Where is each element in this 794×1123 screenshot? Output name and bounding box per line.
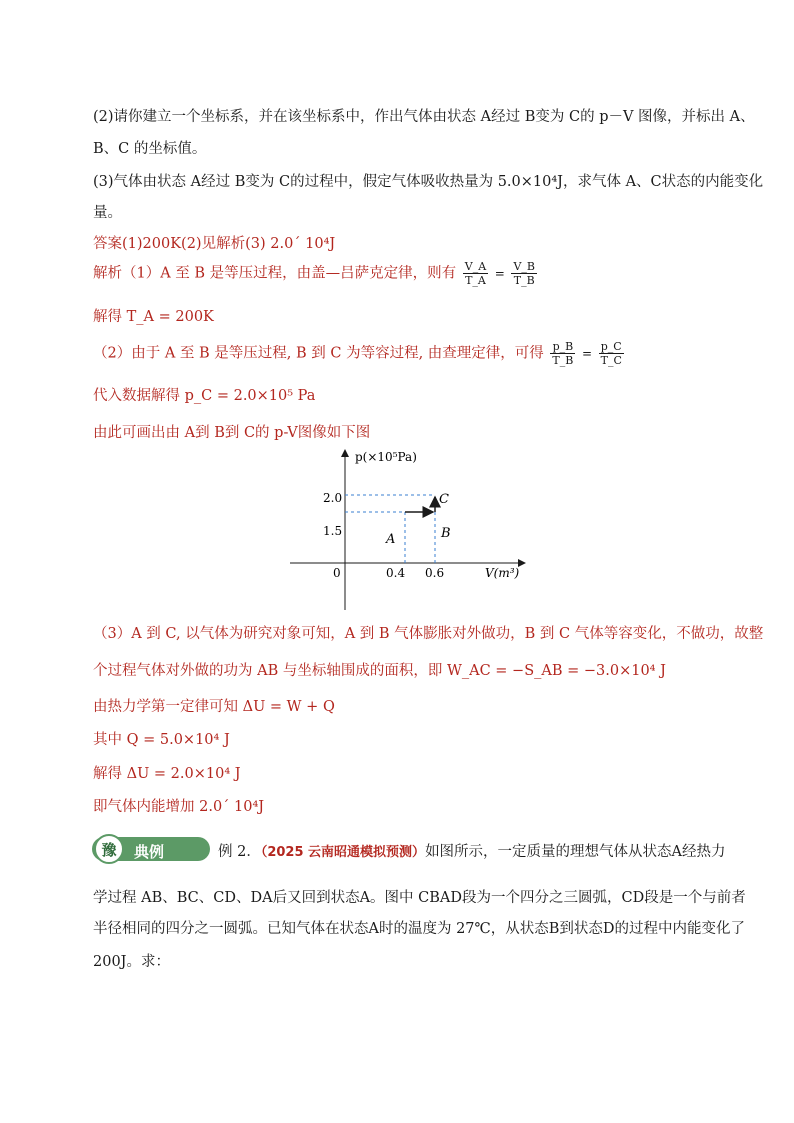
analysis-1-text: 解析（1）A 至 B 是等压过程，由盖—吕萨克定律，则有 [93,265,457,282]
point-c-label: C [439,492,449,507]
process-segments [405,497,435,512]
thermo-law: 由热力学第一定律可知 ΔU = W + Q [93,699,335,715]
example-line-2: 学过程 AB、BC、CD、DA后又回到状态A。图中 CBAD段为一个四分之三圆弧，CD段是一个与前者 [93,890,746,906]
example-badge [92,834,212,862]
equals-sign: = [581,346,593,361]
point-a-label: A [386,532,396,547]
result-1: 解得 T_A = 200K [93,309,214,325]
y-tick-2-0: 2.0 [323,491,343,505]
fraction-pc-tc [599,340,624,367]
origin-label: 0 [333,566,341,580]
fraction-numerator: p_C [599,340,624,354]
badge-seal-icon: 豫 [94,834,124,864]
fraction-vb-tb [511,260,537,287]
analysis-2-text: （2）由于 A 至 B 是等压过程, B 到 C 为等容过程, 由查理定律，可得 [93,345,544,362]
example-line-4: 200J。求： [93,954,170,970]
fraction-numerator: p_B [550,340,575,354]
analysis-3-line-2: 个过程气体对外做的功为 AB 与坐标轴围成的面积，即 W_AC = −S_AB = −3.0×10⁴ J [93,663,666,679]
analysis-1 [93,260,539,287]
fraction-denominator: T_B [513,274,535,287]
fraction-pb-tb [550,340,575,367]
example-line-1 [218,840,726,861]
fraction-denominator: T_B [552,354,574,367]
answer-line: 答案(1)200K(2)见解析(3) 2.0´ 10⁴J [93,236,336,252]
badge-label: 典例 [134,843,165,861]
analysis-3-line-1: （3）A 到 C, 以气体为研究对象可知，A 到 B 气体膨胀对外做功，B 到 C 气体等容变化，不做功，故整 [93,626,764,642]
result-2: 代入数据解得 p_C = 2.0×10⁵ Pa [93,388,316,404]
point-b-label: B [441,526,451,541]
x-axis-label: V(m³) [485,566,520,580]
example-source: （2025 云南昭通模拟预测） [260,845,426,860]
fraction-denominator: T_C [600,354,622,367]
question-3-line-1: (3)气体由状态 A经过 B变为 C的过程中，假定气体吸收热量为 5.0×10⁴J，求气体 A、C状态的内能变化 [93,174,764,190]
x-tick-0-6: 0.6 [425,566,445,580]
x-tick-0-4: 0.4 [386,566,406,580]
conclusion: 即气体内能增加 2.0´ 10⁴J [93,799,265,815]
fraction-numerator: V_B [513,260,535,273]
y-tick-1-5: 1.5 [323,524,343,538]
analysis-2 [93,340,626,367]
guide-dashes [345,495,435,563]
example-number: 例 2． [218,844,261,860]
where-q: 其中 Q = 5.0×10⁴ J [93,732,230,748]
result-3: 解得 ΔU = 2.0×10⁴ J [93,766,241,782]
draw-instruction: 由此可画出由 A到 B到 C的 p-V图像如下图 [93,425,371,441]
question-2-line-1: (2)请你建立一个坐标系，并在该坐标系中，作出气体由状态 A经过 B变为 C的 p－V 图像，并标出 A、 [93,109,755,125]
fraction-numerator: V_A [464,260,487,273]
question-2-line-2: B、C 的坐标值。 [93,141,207,157]
y-axis-label: p(×10⁵Pa) [355,450,417,464]
equals-sign: = [494,266,505,281]
example-text: 如图所示，一定质量的理想气体从状态A经热力 [425,844,726,860]
pv-graph [285,445,535,615]
question-3-line-2: 量。 [93,205,122,221]
fraction-denominator: T_A [465,274,486,287]
fraction-va-ta [463,260,488,287]
example-line-3: 半径相同的四分之一圆弧。已知气体在状态A时的温度为 27℃，从状态B到状态D的过程中内能变化了 [93,921,746,937]
